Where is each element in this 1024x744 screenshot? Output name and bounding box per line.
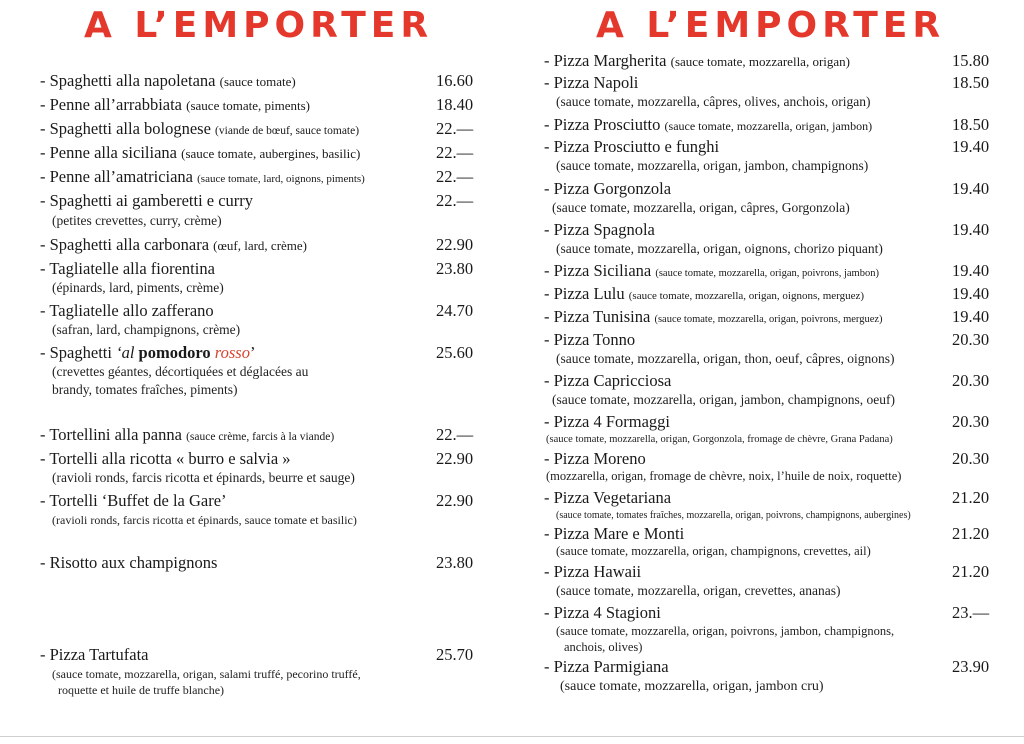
item-description: (sauce tomate, aubergines, basilic) xyxy=(181,146,361,161)
item-price: 22.— xyxy=(436,143,474,162)
item-price: 22.— xyxy=(436,167,474,186)
item-price: 21.20 xyxy=(952,562,990,581)
item-name: - Tortelli ‘Buffet de la Gare’ xyxy=(40,491,227,510)
item-price: 18.40 xyxy=(436,95,474,114)
item-description: (sauce tomate, mozzarella, origan, jambon) xyxy=(664,119,873,133)
item-description: (sauce tomate, mozzarella, origan, champignons, crevettes, ail) xyxy=(556,544,871,558)
item-name: - Pizza Vegetariana xyxy=(544,488,672,507)
item-price: 21.20 xyxy=(952,524,990,543)
item-price: 23.80 xyxy=(436,553,474,572)
item-price: 22.90 xyxy=(436,235,474,254)
item-name: - Penne all’amatriciana xyxy=(40,167,194,186)
item-price: 21.20 xyxy=(952,488,990,507)
item-description: (sauce tomate, tomates fraîches, mozzarella, origan, poivrons, champignons, aubergines) xyxy=(556,510,911,521)
item-name: - Risotto aux champignons xyxy=(40,553,218,572)
item-description: (épinards, lard, piments, crème) xyxy=(52,280,224,295)
item-price: 20.30 xyxy=(952,330,990,349)
item-name: - Pizza 4 Formaggi xyxy=(544,412,671,431)
left-title: A L’EMPORTER xyxy=(84,5,434,46)
item-description: (safran, lard, champignons, crème) xyxy=(52,322,241,337)
item-price: 25.70 xyxy=(436,645,474,664)
item-price: 18.50 xyxy=(952,115,990,134)
item-name: - Penne all’arrabbiata xyxy=(40,95,183,114)
item-price: 23.80 xyxy=(436,259,474,278)
item-price: 23.90 xyxy=(952,657,990,676)
item-name: - Spaghetti ai gamberetti e curry xyxy=(40,191,254,210)
item-price: 22.90 xyxy=(436,449,474,468)
item-name: - Pizza Spagnola xyxy=(544,220,655,239)
item-price: 22.— xyxy=(436,119,474,138)
item-description: (viande de bœuf, sauce tomate) xyxy=(215,125,360,137)
item-price: 19.40 xyxy=(952,307,990,326)
item-name: - Tagliatelle allo zafferano xyxy=(40,301,214,320)
item-price: 15.80 xyxy=(952,51,990,70)
item-description: anchois, olives) xyxy=(564,640,643,654)
item-name: - Pizza Gorgonzola xyxy=(544,179,672,198)
item-description: (sauce tomate, mozzarella, origan, crevettes, ananas) xyxy=(556,583,841,598)
item-description: (sauce tomate, mozzarella, origan, oignons, chorizo piquant) xyxy=(556,241,883,256)
item-price: 19.40 xyxy=(952,179,990,198)
item-description: roquette et huile de truffe blanche) xyxy=(58,683,225,697)
item-name: - Tortelli alla ricotta « burro e salvia » xyxy=(40,449,291,468)
item-price: 22.— xyxy=(436,425,474,444)
item-name: - Pizza Prosciutto e funghi xyxy=(544,137,720,156)
item-description: (sauce tomate, mozzarella, origan, poivrons, merguez) xyxy=(654,314,883,325)
item-description: (sauce tomate, mozzarella, origan, oignons, merguez) xyxy=(628,290,865,302)
item-price: 19.40 xyxy=(952,220,990,239)
item-name: - Pizza Prosciutto xyxy=(544,115,661,134)
item-price: 19.40 xyxy=(952,261,990,280)
item-price: 23.— xyxy=(952,603,990,622)
item-description: (mozzarella, origan, fromage de chèvre, noix, l’huile de noix, roquette) xyxy=(546,469,902,483)
item-description: (sauce tomate, mozzarella, origan, poivrons, jambon, champignons, xyxy=(556,624,895,638)
item-price: 24.70 xyxy=(436,301,474,320)
right-title: A L’EMPORTER xyxy=(596,5,946,46)
item-name: - Spaghetti ‘al pomodoro rosso’ xyxy=(40,343,256,362)
item-price: 20.30 xyxy=(952,412,990,431)
item-description: (sauce tomate, mozzarella, câpres, olives, anchois, origan) xyxy=(556,94,871,109)
item-price: 22.90 xyxy=(436,491,474,510)
item-name: - Tagliatelle alla fiorentina xyxy=(40,259,215,278)
item-description: (sauce tomate, mozzarella, origan, jambon cru) xyxy=(560,679,824,694)
item-price: 20.30 xyxy=(952,371,990,390)
menu-right-column xyxy=(512,0,1024,744)
item-name: - Pizza Mare e Monti xyxy=(544,524,685,543)
item-name: - Pizza Tunisina xyxy=(544,307,651,326)
item-description: (sauce tomate, mozzarella, origan, Gorgonzola, fromage de chèvre, Grana Padana) xyxy=(546,434,893,445)
item-description: (sauce crème, farcis à la viande) xyxy=(186,431,335,443)
item-name: - Pizza Napoli xyxy=(544,73,639,92)
item-description: (crevettes géantes, décortiquées et déglacées au xyxy=(52,364,309,379)
item-name: - Pizza Margherita xyxy=(544,51,667,70)
item-name: - Pizza Siciliana xyxy=(544,261,652,280)
item-price: 18.50 xyxy=(952,73,990,92)
item-name: - Spaghetti alla carbonara xyxy=(40,235,210,254)
item-name: - Penne alla siciliana xyxy=(40,143,177,162)
item-description: (sauce tomate, mozzarella, origan, salami truffé, pecorino truffé, xyxy=(52,667,361,681)
item-description: (sauce tomate, mozzarella, origan, thon, oeuf, câpres, oignons) xyxy=(556,351,895,366)
item-name: - Tortellini alla panna xyxy=(40,425,182,444)
item-description: (sauce tomate) xyxy=(219,74,296,89)
item-name: - Spaghetti alla bolognese xyxy=(40,119,211,138)
item-description: (ravioli ronds, farcis ricotta et épinards, sauce tomate et basilic) xyxy=(52,513,357,527)
item-name: - Pizza Lulu xyxy=(544,284,625,303)
item-description: (sauce tomate, lard, oignons, piments) xyxy=(197,173,365,185)
item-description: (sauce tomate, mozzarella, origan) xyxy=(670,54,850,69)
item-price: 20.30 xyxy=(952,449,990,468)
item-name: - Pizza Moreno xyxy=(544,449,646,468)
item-description: (sauce tomate, mozzarella, origan, câpres, Gorgonzola) xyxy=(552,200,850,215)
item-description: (petites crevettes, curry, crème) xyxy=(52,213,222,228)
item-price: 19.40 xyxy=(952,137,990,156)
item-description: (sauce tomate, mozzarella, origan, jambon, champignons) xyxy=(556,158,869,173)
item-name: - Pizza Hawaii xyxy=(544,562,642,581)
item-name: - Pizza Tonno xyxy=(544,330,636,349)
item-description: (sauce tomate, piments) xyxy=(186,98,310,113)
item-price: 16.60 xyxy=(436,71,474,90)
item-name: - Pizza Tartufata xyxy=(40,645,149,664)
item-price: 25.60 xyxy=(436,343,474,362)
item-description: brandy, tomates fraîches, piments) xyxy=(52,382,238,397)
item-price: 22.— xyxy=(436,191,474,210)
item-name: - Pizza Capricciosa xyxy=(544,371,672,390)
item-description: (sauce tomate, mozzarella, origan, poivrons, jambon) xyxy=(655,268,879,279)
item-description: (ravioli ronds, farcis ricotta et épinards, beurre et sauge) xyxy=(52,470,355,485)
item-name: - Spaghetti alla napoletana xyxy=(40,71,216,90)
item-name: - Pizza 4 Stagioni xyxy=(544,603,661,622)
item-description: (sauce tomate, mozzarella, origan, jambon, champignons, oeuf) xyxy=(552,392,895,407)
item-name: - Pizza Parmigiana xyxy=(544,657,669,676)
item-price: 19.40 xyxy=(952,284,990,303)
item-description: (œuf, lard, crème) xyxy=(213,238,308,253)
page-bottom-divider xyxy=(0,736,1024,737)
